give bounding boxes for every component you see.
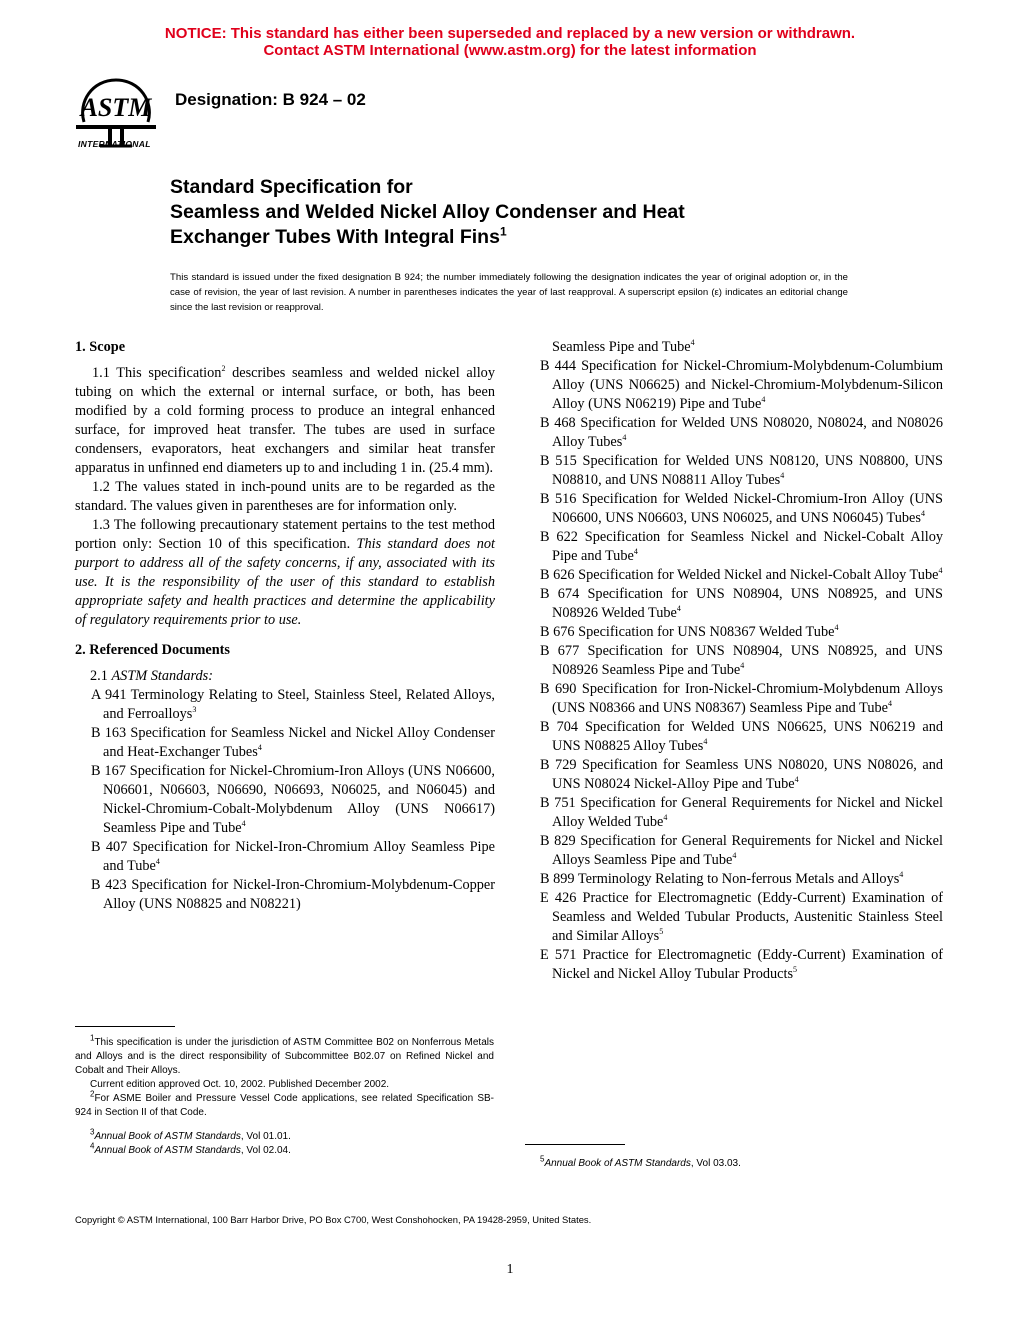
reference-item: B 423 Specification for Nickel-Iron-Chromium-Molybdenum-Copper Alloy (UNS N08825 and N08221) [91, 877, 495, 912]
page-number: 1 [506, 1262, 514, 1277]
astm-standards-subheading: 2.1 ASTM Standards: [90, 668, 213, 684]
reference-item: B 677 Specification for UNS N08904, UNS N08925, and UNS N08926 Seamless Pipe and Tube$^4$ [540, 643, 943, 678]
reference-item: E 426 Practice for Electromagnetic (Eddy-Current) Examination of Seamless and Welded Tubular Products, Austenitic Stainless Steel and Similar Alloys$^5$ [540, 890, 943, 944]
designation: Designation: B 924 – 02 [175, 90, 366, 109]
reference-item: B 676 Specification for UNS N08367 Welded Tube$^4$ [540, 623, 839, 640]
title-line-3-text: Exchanger Tubes With Integral Fins [170, 226, 500, 248]
right-column [540, 338, 943, 984]
superseded-notice [0, 25, 1020, 59]
reference-item: E 571 Practice for Electromagnetic (Eddy-Current) Examination of Nickel and Nickel Alloy Tubular Products$^5$ [540, 947, 943, 982]
footnote-rule-right [525, 1144, 625, 1145]
title-line-2: Seamless and Welded Nickel Alloy Condenser and Heat [170, 201, 685, 223]
scope-heading: 1. Scope [75, 339, 126, 355]
footnotes-left [75, 1033, 494, 1158]
footnote-3: $^3$Annual Book of ASTM Standards, Vol 01.01. [90, 1127, 291, 1142]
footnote-1: $^1$This specification is under the jurisdiction of ASTM Committee B02 on Nonferrous Metals and Alloys and is the direct responsibility of Subcommittee B02.07 on Refined Nickel and Cobalt and Their Alloys. [75, 1033, 494, 1076]
reference-item: B 674 Specification for UNS N08904, UNS N08925, and UNS N08926 Welded Tube$^4$ [540, 586, 943, 621]
reference-item: B 468 Specification for Welded UNS N08020, N08024, and N08026 Alloy Tubes$^4$ [540, 415, 943, 450]
reference-item: B 704 Specification for Welded UNS N06625, UNS N06219 and UNS N08825 Alloy Tubes$^4$ [540, 719, 943, 754]
copyright-line: Copyright © ASTM International, 100 Barr Harbor Drive, PO Box C700, West Conshohocken, PA 19428-2959, United States. [75, 1214, 592, 1225]
reference-item: B 444 Specification for Nickel-Chromium-Molybdenum-Columbium Alloy (UNS N06625) and Nickel-Chromium-Molybdenum-Silicon Alloy (UNS N06219) Pipe and Tube$^4$ [540, 358, 943, 412]
para-1-2: 1.2 The values stated in inch-pound units are to be regarded as the standard. The values given in parentheses are for information only. [75, 479, 495, 514]
document-title [170, 175, 685, 250]
para-1-1: 1.1 This specification$^2$ describes seamless and welded nickel alloy tubing on which the external or internal surface, or both, has been modified by a cold forming process to produce an integral enhanced surface, for improved heat transfer. The tubes are used in surface condensers, evaporators, heat exchangers and similar heat transfer apparatus in unfinned end diameters up to and including 1 in. (25.4 mm). [75, 364, 495, 476]
reference-item: B 751 Specification for General Requirements for Nickel and Nickel Alloy Welded Tube$^4$ [540, 795, 943, 830]
reference-item: B 626 Specification for Welded Nickel and Nickel-Cobalt Alloy Tube$^4$ [540, 566, 943, 583]
left-column [75, 338, 495, 914]
reference-list-right [540, 357, 943, 984]
title-line-1: Standard Specification for [170, 176, 413, 198]
reference-item: B 163 Specification for Seamless Nickel and Nickel Alloy Condenser and Heat-Exchanger Tubes$^4$ [91, 725, 495, 760]
reference-item: B 690 Specification for Iron-Nickel-Chromium-Molybdenum Alloys (UNS N08366 and UNS N08367) Seamless Pipe and Tube$^4$ [540, 681, 943, 716]
reference-list-left [75, 686, 495, 914]
footnote-rule-left [75, 1026, 175, 1027]
reference-item: B 515 Specification for Welded UNS N08120, UNS N08800, UNS N08810, and UNS N08811 Alloy Tubes$^4$ [540, 453, 943, 488]
reference-item: B 167 Specification for Nickel-Chromium-Iron Alloys (UNS N06600, N06601, N06603, N06690, N06693, N06025, and N06045) and Nickel-Chromium-Cobalt-Molybdenum Alloy (UNS N06617) Seamless Pipe and Tube$^4$ [91, 763, 495, 836]
title-footnote-mark: 1 [499, 224, 507, 239]
reference-item: A 941 Terminology Relating to Steel, Stainless Steel, Related Alloys, and Ferroalloys$^3$ [91, 687, 495, 722]
reference-item: B 899 Terminology Relating to Non-ferrous Metals and Alloys$^4$ [540, 870, 904, 887]
reference-item: B 829 Specification for General Requirements for Nickel and Nickel Alloys Seamless Pipe and Tube$^4$ [540, 833, 943, 868]
refdocs-heading: 2. Referenced Documents [75, 642, 230, 658]
notice-line-1: NOTICE: This standard has either been superseded and replaced by a new version or withdrawn. [164, 25, 856, 42]
para-1-3: 1.3 The following precautionary statement pertains to the test method portion only: Section 10 of this specification. This standard does not purport to address all of the safety concerns, if any, associated with its use. It is the responsibility of the user of this standard to establish appropriate safety and health practices and determine the applicability of regulatory requirements prior to use. [75, 517, 495, 628]
reference-item: B 516 Specification for Welded Nickel-Chromium-Iron Alloy (UNS N06600, UNS N06603, UNS N06025, and UNS N06045) Tubes$^4$ [540, 491, 943, 526]
reference-continuation: Seamless Pipe and Tube$^4$ [552, 338, 695, 355]
footnote-4: $^4$Annual Book of ASTM Standards, Vol 02.04. [90, 1141, 291, 1156]
footnote-5: $^5$Annual Book of ASTM Standards, Vol 03.03. [540, 1154, 741, 1169]
logo-letters: ASTM [80, 93, 152, 122]
footnote-2: $^2$For ASME Boiler and Pressure Vessel Code applications, see related Specification SB-924 in Section II of that Code. [75, 1089, 494, 1118]
reference-item: B 407 Specification for Nickel-Iron-Chromium Alloy Seamless Pipe and Tube$^4$ [91, 839, 495, 874]
logo-wordmark: INTERNATIONAL [78, 139, 151, 149]
footnote-1-approval: Current edition approved Oct. 10, 2002. Published December 2002. [90, 1079, 390, 1090]
title-line-3 [170, 225, 685, 250]
reference-item: B 622 Specification for Seamless Nickel and Nickel-Cobalt Alloy Pipe and Tube$^4$ [540, 529, 943, 564]
notice-line-2: Contact ASTM International (www.astm.org) for the latest information [263, 42, 757, 59]
reference-item: B 729 Specification for Seamless UNS N08020, UNS N08026, and UNS N08024 Nickel-Alloy Pipe and Tube$^4$ [540, 757, 943, 792]
issued-note: This standard is issued under the fixed designation B 924; the number immediately following the designation indicates the year of original adoption or, in the case of revision, the year of last revision. A number in parentheses indicates the year of last reapproval. A superscript epsilon (ε) indicates an editorial change since the last revision or reapproval. [170, 272, 848, 313]
